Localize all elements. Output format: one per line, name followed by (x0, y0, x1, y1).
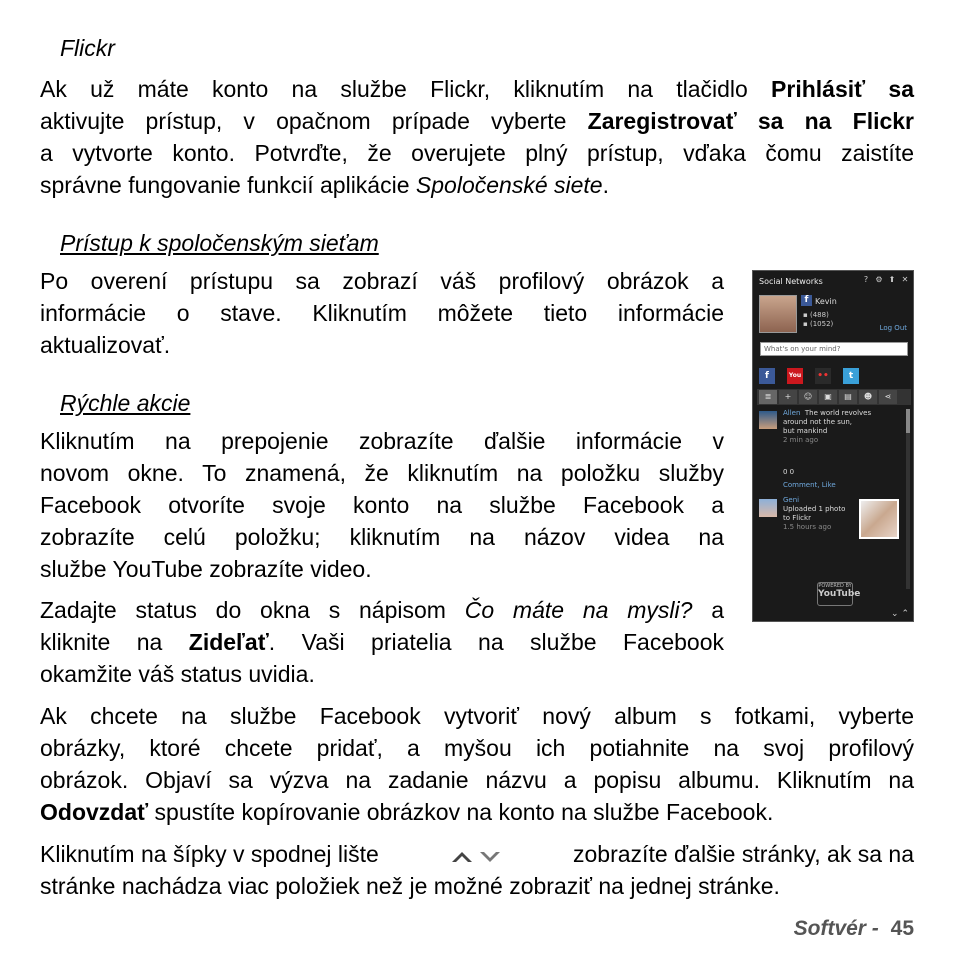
flickr-paragraph (40, 73, 914, 201)
access-heading: Prístup k spoločenským sieťam (60, 230, 379, 256)
settings-icon[interactable]: ⚙ (875, 275, 883, 284)
text-line: Ak chcete na službe Facebook vytvoriť nový album s fotkami, vyberte (40, 703, 914, 729)
page-footer (794, 917, 914, 941)
profile-avatar[interactable] (759, 295, 797, 333)
allen-avatar[interactable] (759, 411, 777, 429)
post2-author[interactable]: Geni (783, 496, 800, 504)
flickr-service-icon[interactable]: •• (815, 368, 831, 384)
help-icon[interactable]: ? (863, 275, 869, 284)
logout-link[interactable]: Log Out (879, 324, 907, 332)
text-line: zobrazíte celú položku; kliknutím na názov videa na (40, 524, 724, 550)
text-line: okamžite váš status uvidia. (40, 661, 315, 687)
text-line: Ak už máte konto na službe Flickr, kliknutím na tlačidlo Prihlásiť sa (40, 76, 914, 102)
friend-add-tab-icon[interactable]: + (779, 390, 797, 404)
status-paragraph (40, 594, 724, 690)
people-tab-icon[interactable]: ☻ (859, 390, 877, 404)
share-tab-icon[interactable]: ⋖ (879, 390, 897, 404)
feed-tabs (757, 389, 911, 405)
text-line: službe YouTube zobrazíte video. (40, 556, 372, 582)
text-line: obrázky, ktoré chcete pridať, a myšou ich potiahnite na svoj profilový (40, 735, 914, 761)
scrollbar-thumb[interactable] (906, 409, 910, 433)
text-line: Zadajte status do okna s nápisom Čo máte na mysli? a (40, 597, 724, 623)
text-line: aktivujte prístup, v opačnom prípade vyberte Zaregistrovať sa na Flickr (40, 108, 915, 134)
text-line: a vytvorte konto. Potvrďte, že overujete plný prístup, vďaka čomu zaistíte (40, 140, 914, 166)
text-line: Odovzdať spustíte kopírovanie obrázkov na konto na službe Facebook. (40, 799, 774, 825)
arrows-line2: stránke nachádza viac položiek než je možné zobraziť na jednej stránke. (40, 873, 780, 899)
arrows-line1-after: zobrazíte ďalšie stránky, ak sa na (573, 841, 914, 867)
photos-count: ▪ (1052) (803, 320, 834, 328)
post1-text: Allen The world revolves around not the sun, but mankind 2 min ago (783, 409, 872, 444)
arrows-line1-before: Kliknutím na šípky v spodnej lište (40, 841, 379, 867)
footer-label: Softvér - (793, 917, 885, 940)
page-arrows-icon (450, 846, 502, 866)
close-icon[interactable]: ✕ (901, 275, 909, 284)
text-line: obrázok. Objaví sa výzva na zadanie názvu a popisu albumu. Kliknutím na (40, 767, 914, 793)
friends-count: ▪ (488) (803, 311, 829, 319)
access-paragraph (40, 265, 724, 361)
feed-scrollbar[interactable] (906, 409, 910, 589)
album-paragraph (40, 700, 914, 828)
post2-text: Geni Uploaded 1 photo to Flickr 1.5 hours ago (783, 496, 846, 531)
post1-actions[interactable]: Comment, Like (783, 481, 836, 489)
flickr-heading: Flickr (60, 35, 115, 61)
powered-by-youtube-logo: POWERED BY YouTube (817, 582, 853, 606)
geni-avatar[interactable] (759, 499, 777, 517)
text-line: informácie o stave. Kliknutím môžete tieto informácie (40, 300, 724, 326)
quick-paragraph (40, 425, 724, 585)
quick-heading: Rýchle akcie (60, 390, 191, 416)
facebook-icon: f (801, 295, 812, 306)
text-line: aktualizovať. (40, 332, 171, 358)
page-nav-arrows-icon[interactable]: ⌄ ⌃ (891, 609, 909, 619)
news-tab-icon[interactable]: ≣ (759, 390, 777, 404)
social-networks-widget (752, 270, 914, 622)
twitter-service-icon[interactable]: t (843, 368, 859, 384)
text-line: Facebook otvoríte svoje konto na službe Facebook a (40, 492, 724, 518)
youtube-service-icon[interactable]: You (787, 368, 803, 384)
uploaded-photo-thumbnail[interactable] (859, 499, 899, 539)
friends-tab-icon[interactable]: ☺ (799, 390, 817, 404)
page-number: 45 (890, 917, 914, 940)
user-name: Kevin (815, 297, 837, 306)
text-line: správne fungovanie funkcií aplikácie Spoločenské siete. (40, 172, 609, 198)
post1-author[interactable]: Allen (783, 409, 801, 417)
text-line: Kliknutím na prepojenie zobrazíte ďalšie informácie v (40, 428, 724, 454)
text-line: novom okne. To znamená, že kliknutím na položku služby (40, 460, 724, 486)
status-input[interactable]: What's on your mind? (760, 342, 908, 356)
widget-title: Social Networks (759, 277, 823, 286)
text-line: kliknite na Zideľať. Vaši priatelia na službe Facebook (40, 629, 724, 655)
text-line: Po overení prístupu sa zobrazí váš profilový obrázok a (40, 268, 724, 294)
photos-tab-icon[interactable]: ▣ (819, 390, 837, 404)
video-tab-icon[interactable]: ▤ (839, 390, 857, 404)
pin-icon[interactable]: ⬆ (888, 275, 896, 284)
post1-counts: 0 0 (783, 468, 795, 476)
facebook-service-icon[interactable]: f (759, 368, 775, 384)
